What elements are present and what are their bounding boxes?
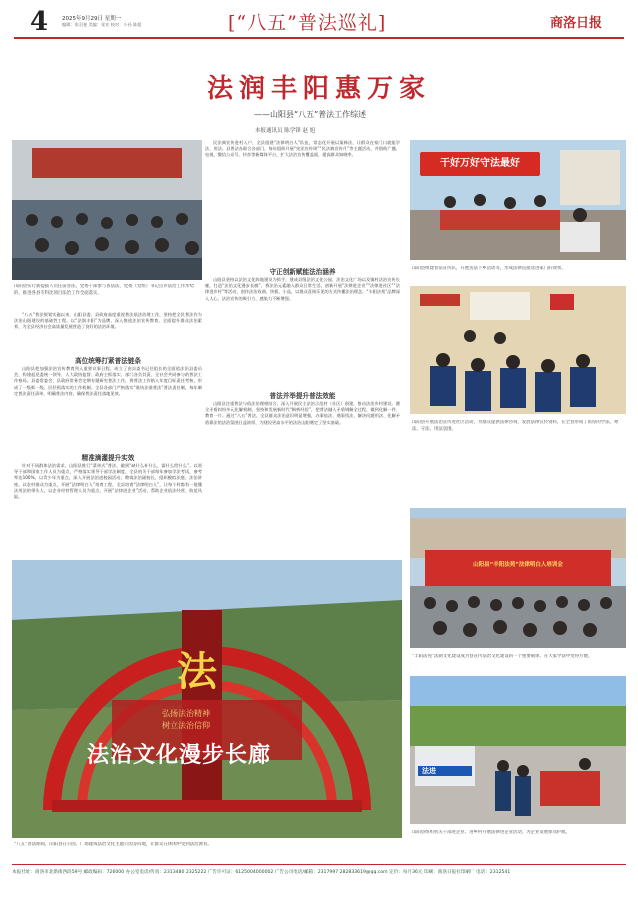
footer-ad-phone: 广告公司电话/邮箱：2317997 2828336​19@qq.com [274, 870, 388, 875]
sign-main-text: 法治文化漫步长廊 [87, 743, 272, 768]
banner-text: 干好万好守法最好 [440, 158, 520, 169]
photo-stage-event [410, 508, 626, 648]
paper-name: 商洛日报 [550, 16, 603, 31]
byline: 本报通讯员 陈学锋 赵 旭 [255, 128, 316, 134]
sign-slogan-1: 弘扬法治精神 [162, 709, 210, 718]
page-number: 4 [30, 7, 49, 37]
footer-print: 印刷：商洛日报社印刷厂 [424, 870, 475, 875]
caption-classroom: 山阳县开展法治宣传进社区活动，为群众提供法律咨询，发放法律宣传资料，在全县形成了浓厚的学法、尊法、守法、用法氛围。 [412, 420, 619, 432]
footer-price: 定价：每月36元 [389, 870, 423, 875]
footer-office: 办公室电话/传真：2313480 2325222 [125, 870, 207, 875]
section-body-1: 山阳县把加强法治宣传教育列入重要议事日程，成立了由县委书记任组长的全面依法治县委员会，构建起党委统一领导、人大政协监督、政府主抓落实、部门各负其责、全社会共同参与的普法工作格局。县委常委会、县政府常务会定期专题研究普法工作，将普法工作纳入年度目标责任考核，形成了一级抓一级、层层抓落实的工作机制。全县各部门严格落实“谁执法谁普法”普法责任制，每年制定普法责任清单，明确普法内容，确保普法责任落地见效。 [14, 366, 202, 396]
section-body-2: 针对不同群体法治需求，山阳县推行“菜单式”普法，做到“缺什么补什么、需什么给什么”。以领导干部和国家工作人员为重点，严格落实领导干部学法制度，全县机关干部每年参加学法考试，参考率达100%。以青少年为重点，深入开展法治进校园活动，聘请法治副校长，组织模拟法庭、法治讲座。以农村群众为重点，开展“法律明白人”培育工程，全县培育“法律明白人”，让每个村都有一批懂法用法的带头人。以企业经营管理人员为重点，开展“法律进企业”活动，帮助企业依法经营、防范风险。 [14, 463, 202, 500]
photo-legal-van [410, 676, 626, 824]
section-heading-3: 守正创新赋能法治涵养 [269, 268, 336, 276]
section-body-4: 山阳县注重普法与依法治理相结合，深入开展民主法治示范村（社区）创建，推动法治乡村建设。健全矛盾纠纷多元化解机制，坚持和发展新时代“枫桥经验”，把普法融入矛盾调解全过程，做到化解一件、教育一片。通过“八五”普法，全县群众法治意识明显增强，办事依法、遇事找法、解决问题用法、化解矛盾靠法的法治氛围日益浓厚，为建设更高水平的法治山阳奠定了坚实基础。 [205, 401, 400, 425]
section-heading-4: 普法并举提升普法效能 [269, 392, 336, 400]
photo-legal-booth [410, 140, 626, 260]
sign-slogan-2: 树立法治信仰 [162, 721, 210, 730]
photo-legal-promenade [12, 560, 402, 838]
footer-ads: 广告许可证：6125004000002 [207, 870, 274, 875]
caption-legal-van: 山阳县组织机关干部进企业、进乡村开展法律进企业活动，为企业发展保驾护航。 [412, 830, 571, 835]
caption-stage-event: “丰阳法苑”法制文化建设成为县宣传法治文化建设的一个重要载体，在大家学法中变得方便。 [412, 654, 593, 659]
date-line: 2025年9月29日 星期一 [62, 16, 122, 22]
sub-headline: ——山阳县“八五”普法工作综述 [254, 110, 367, 119]
stage-sign-text: 山阳县“丰阳法苑”法律明白人培训会 [473, 562, 563, 568]
masthead-rule [14, 37, 624, 39]
section-body-3: 山阳县坚持以法治文化阵地建设为抓手，建成县级法治文化公园、法治文化广场以及镇村法治宣传长廊，打造“法治文化漫步长廊”，将法治元素融入群众日常生活。创新开展“法律进企业”“法律进社区”“法律进乡村”等活动，创作法治戏曲、快板、小品，以群众喜闻乐见的方式传播法治理念。“丰阳法苑”品牌深入人心，法治宣传的吸引力、感染力不断增强。 [205, 277, 400, 301]
footer-print-phone: 电话：2312541 [476, 870, 511, 875]
footer-postcode: 邮政编码：726000 [83, 870, 125, 875]
caption-training-meeting: 山阳县实行新提拔人员任前普法，党委干部参与普法法，党委（党组）书记点评法治工作形势的，推进各县专科比项目法治工作全面落实。 [14, 284, 195, 296]
footer [12, 869, 632, 875]
middle-column-body: 民法典宣传进村入户，全县组建“法律明白人”队伍，常态化开展以案释法，让群众在家门口就能学法、用法。县普法办联合各部门，每年组织开展“宪法宣传周”“民法典宣传月”等主题活动，并借助广播、电视、微信公众号、抖音等新媒体平台，扩大法治宣传覆盖面，提高群众知晓率。 [205, 140, 400, 158]
section-heading-2: 精准滴灌提升实效 [81, 454, 135, 462]
intro-paragraph: “八五”普法规划实施以来，山阳县委、县政府高度重视普法依法治理工作，坚持把全民普法作为法治山阳建设的基础性工程，以“法润丰阳”为品牌，深入推进法治宣传教育，全面提升群众法治素养，为全县经济社会高质量发展营造了良好的法治环境。 [14, 312, 202, 330]
van-text: 法进 [422, 767, 436, 775]
caption-legal-promenade: “八五”普法期间，山阳县在公园、广场建成法治文化主题公园等阵地，让群众在休闲中受到法治教育。 [14, 842, 212, 847]
photo-training-meeting [12, 140, 202, 280]
photo-classroom [410, 286, 626, 414]
section-title: [“八五”普法巡礼] [228, 12, 387, 34]
section-heading-1: 高位统筹打紧普法链条 [75, 357, 141, 365]
footer-rule [12, 864, 626, 865]
main-headline: 法润丰阳惠万家 [206, 74, 431, 104]
sign-big-character: 法 [177, 648, 217, 695]
editor-line: 编辑：张羽斐 美编：张宏 校对：小孙 陈超 [62, 22, 142, 27]
footer-address: 本报社址：商洛市北新街西段59号 [12, 870, 83, 875]
caption-legal-booth: 山阳县组建普法宣传队，开展送法下乡活动等，形成法律直接送进家门的效果。 [412, 266, 566, 271]
